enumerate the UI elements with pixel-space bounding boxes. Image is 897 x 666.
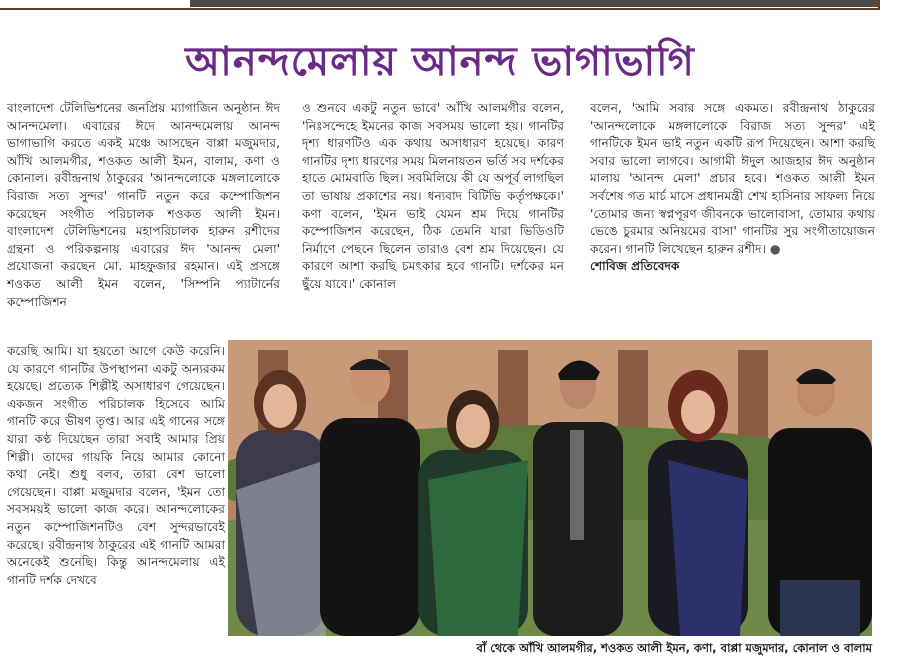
group-photo-illustration — [228, 340, 872, 636]
photo-caption: বাঁ থেকে আঁখি আলমগীর, শওকত আলী ইমন, কণা, বাপ্পা মজুমদার, কোনাল ও বালাম — [476, 641, 872, 655]
previous-photo-edge — [190, 0, 880, 7]
top-rule-corner — [878, 0, 880, 10]
byline: শোবিজ প্রতিবেদক — [590, 259, 680, 274]
article-column-1-lower — [7, 343, 225, 589]
column-1-lower-text: করেছি আমি। যা হয়তো আগে কেউ করেনি। যে কারণে গানটির উপস্থাপনা একটু অন্যরকম হয়েছে। প্রত্যেক শিল্পীই অসাধারণ গেয়েছেন। একজন সংগীত পরিচালক হিসেবে আমি গানটি করে ভীষণ তৃপ্ত। আর এই গানের সঙ্গে যারা কণ্ঠ দিয়েছেন তারা সবাই আমার প্রিয় শিল্পী। তাদের গায়কি নিয়ে আমার কোনো কথা নেই। শুধু বলব, তারা বেশ ভালো গেয়েছেন। বাপ্পা মজুমদার বলেন, 'ইমন তো সবসময়ই ভালো কাজ করে। আনন্দলোকের নতুন কম্পোজিশনটিও বেশ সুন্দরভাবেই করেছে। রবীন্দ্রনাথ ঠাকুরের এই গানটি আমরা অনেকেই শুনেছি। কিন্তু আনন্দমেলায় এই গানটি দর্শক দেখবে — [7, 344, 225, 587]
top-rule — [0, 8, 880, 10]
column-3-body: বলেন, 'আমি সবার সঙ্গে একমত। রবীন্দ্রনাথ ঠাকুরের 'আনন্দলোকে মঙ্গলালোকে বিরাজ সত্য সুন্দর' এই গানটিকে ইমন ভাই নতুন একটি রূপ দিয়েছেন। আশা করছি সবার ভালো লাগবে। আগামী ঈদুল আজহার ঈদ অনুষ্ঠান মালায় 'আনন্দ মেলা' প্রচার হবে। শওকত আলী ইমন সর্বশেষ গত মার্চ মাসে প্রধানমন্ত্রী শেখ হাসিনার সাফল্য নিয়ে 'তোমার জন্য স্বপ্নপূরণ জীবনকে ভালোবাসা, তোমার কথায় ভেঙে চুরমার অনিয়মের বাসা' গানটির সুর সংগীতায়োজন করেন। গানটি লিখেছেন হারুন রশীদ। — [590, 101, 875, 256]
article-column-1 — [7, 100, 280, 311]
article-column-3 — [590, 100, 875, 276]
article-column-2 — [302, 100, 564, 294]
column-3-text — [590, 100, 875, 258]
group-photo — [228, 340, 872, 636]
top-strip — [0, 0, 897, 12]
article-headline: আনন্দমেলায় আনন্দ ভাগাভাগি — [185, 38, 695, 85]
column-2-text: ও শুনবে একটু নতুন ভাবে' আঁখি আলমগীর বলেন, 'নিঃসন্দেহে ইমনের কাজ সবসময় ভালো হয়। গানটির দৃশ্য ধারণটিও এক কথায় অসাধারণ হয়েছে। কারণ গানটির দৃশ্য ধারণের সময় মিলনায়তন ভর্তি সব দর্শকের হাতে মোমবাতি ছিল। সবমিলিয়ে কী যে অপূর্ব লাগছিল তা ভাষায় প্রকাশের নয়। ধন্যবাদ বিটিভি কর্তৃপক্ষকে।' কণা বলেন, 'ইমন ভাই যেমন শ্রম দিয়ে গানটির কম্পোজিশন করেছেন, ঠিক তেমনি যারা ভিডিওটি নির্মাণে পেছনে ছিলেন তারাও বেশ শ্রম দিয়েছেন। যে কারণে আশা করছি চমৎকার হবে গানটি। দর্শকের মন ছুঁয়ে যাবে।' কোনাল — [302, 101, 564, 291]
column-1-upper-text: বাংলাদেশ টেলিভিশনের জনপ্রিয় ম্যাগাজিন অনুষ্ঠান ঈদ আনন্দমেলা। এবারের ঈদে আনন্দমেলায় আনন্দ ভাগাভাগি করতে একই মঞ্চে আসছেন বাপ্পা মজুমদার, আঁখি আলমগীর, শওকত আলী ইমন, বালাম, কণা ও কোনাল। রবীন্দ্রনাথ ঠাকুরের 'আনন্দলোকে মঙ্গলালোকে বিরাজ সত্য সুন্দর' গানটি নতুন করে কম্পোজিশন করেছেন সংগীত পরিচালক শওকত আলী ইমন। বাংলাদেশ টেলিভিশনের মহাপরিচালক হারুন রশীদের গ্রন্থনা ও পরিকল্পনায় এবারের ঈদ 'আনন্দ মেলা' প্রযোজনা করছেন মো. মাহফুজার রহমান। এই প্রসঙ্গে শওকত আলী ইমন বলেন, 'সিম্পনি প্যাটার্নের কম্পোজিশন — [7, 101, 280, 309]
end-mark-icon: ● — [769, 241, 781, 256]
